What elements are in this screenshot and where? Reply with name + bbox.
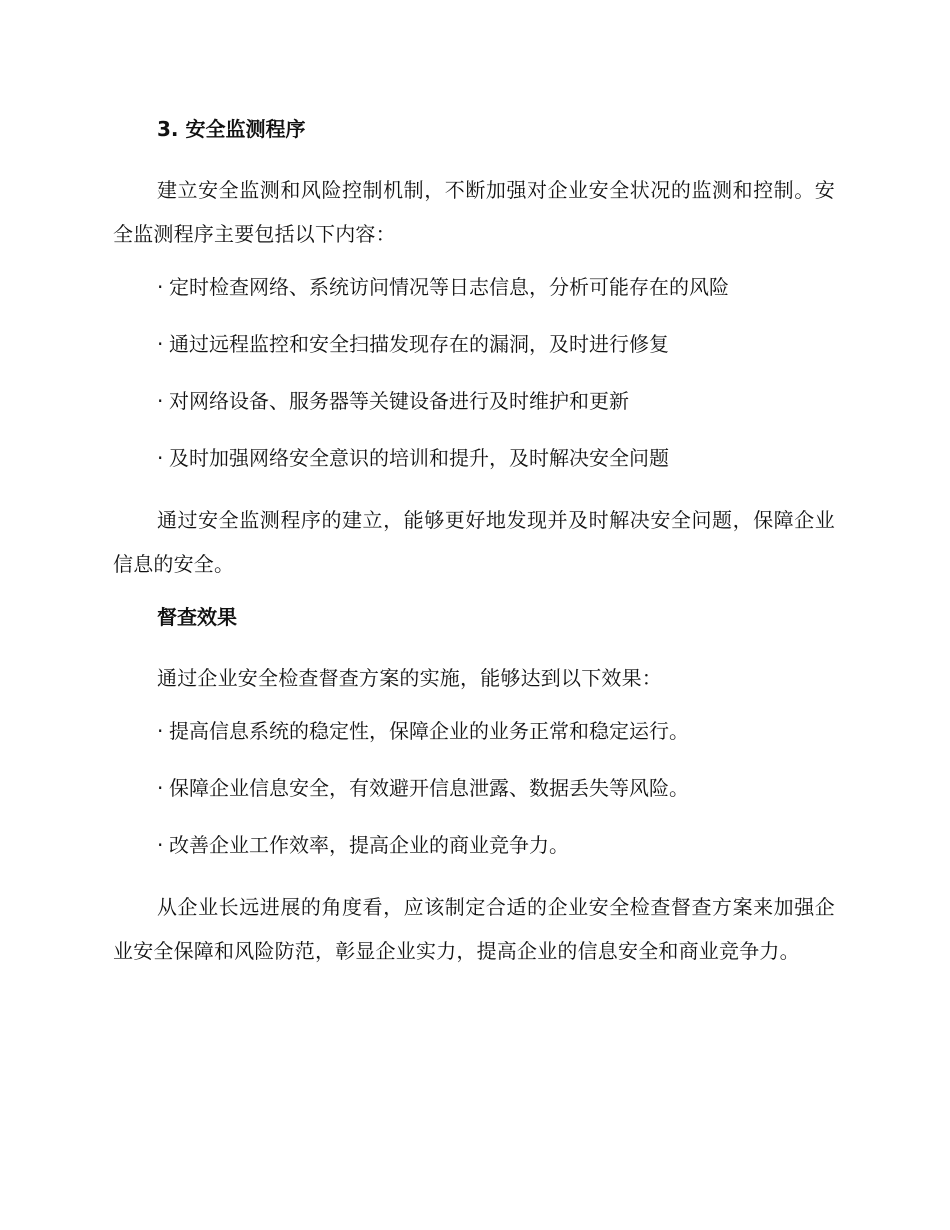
bullet-text: 通过远程监控和安全扫描发现存在的漏洞，及时进行修复	[169, 332, 669, 356]
bullet-dot: ·	[157, 332, 164, 356]
section1-conclusion-paragraph: 通过安全监测程序的建立，能够更好地发现并及时解决安全问题，保障企业信息的安全。	[113, 508, 835, 576]
bullet-dot: ·	[157, 719, 164, 743]
bullet-dot: ·	[157, 389, 164, 413]
bullet-text: 及时加强网络安全意识的培训和提升，及时解决安全问题	[169, 446, 669, 470]
section2-conclusion-paragraph: 从企业长远进展的角度看，应该制定合适的企业安全检查督查方案来加强企业安全保障和风险防范，彰显企业实力，提高企业的信息安全和商业竞争力。	[113, 895, 835, 963]
bullet-text: 提高信息系统的稳定性，保障企业的业务正常和稳定运行。	[169, 719, 689, 743]
section1-bullet-item	[113, 441, 835, 475]
section-heading-security-monitoring: 3. 安全监测程序	[157, 117, 306, 141]
bullet-dot: ·	[157, 275, 164, 299]
document-page	[113, 112, 835, 987]
bullet-text: 对网络设备、服务器等关键设备进行及时维护和更新	[169, 389, 629, 413]
bullet-dot: ·	[157, 446, 164, 470]
section-heading-supervision-effect: 督查效果	[157, 605, 237, 629]
bullet-text: 保障企业信息安全，有效避开信息泄露、数据丢失等风险。	[169, 776, 689, 800]
section1-bullet-item	[113, 384, 835, 418]
bullet-text: 改善企业工作效率，提高企业的商业竞争力。	[169, 833, 569, 857]
section1-bullet-item	[113, 270, 835, 304]
section2-bullet-item	[113, 771, 835, 805]
bullet-dot: ·	[157, 776, 164, 800]
section1-bullet-item	[113, 327, 835, 361]
section2-bullet-item	[113, 828, 835, 862]
section1-intro-paragraph: 建立安全监测和风险控制机制，不断加强对企业安全状况的监测和控制。安全监测程序主要包括以下内容：	[113, 178, 835, 246]
bullet-dot: ·	[157, 833, 164, 857]
bullet-text: 定时检查网络、系统访问情况等日志信息，分析可能存在的风险	[169, 275, 729, 299]
section2-intro-paragraph: 通过企业安全检查督查方案的实施，能够达到以下效果：	[157, 666, 662, 690]
section2-bullet-item	[113, 714, 835, 748]
